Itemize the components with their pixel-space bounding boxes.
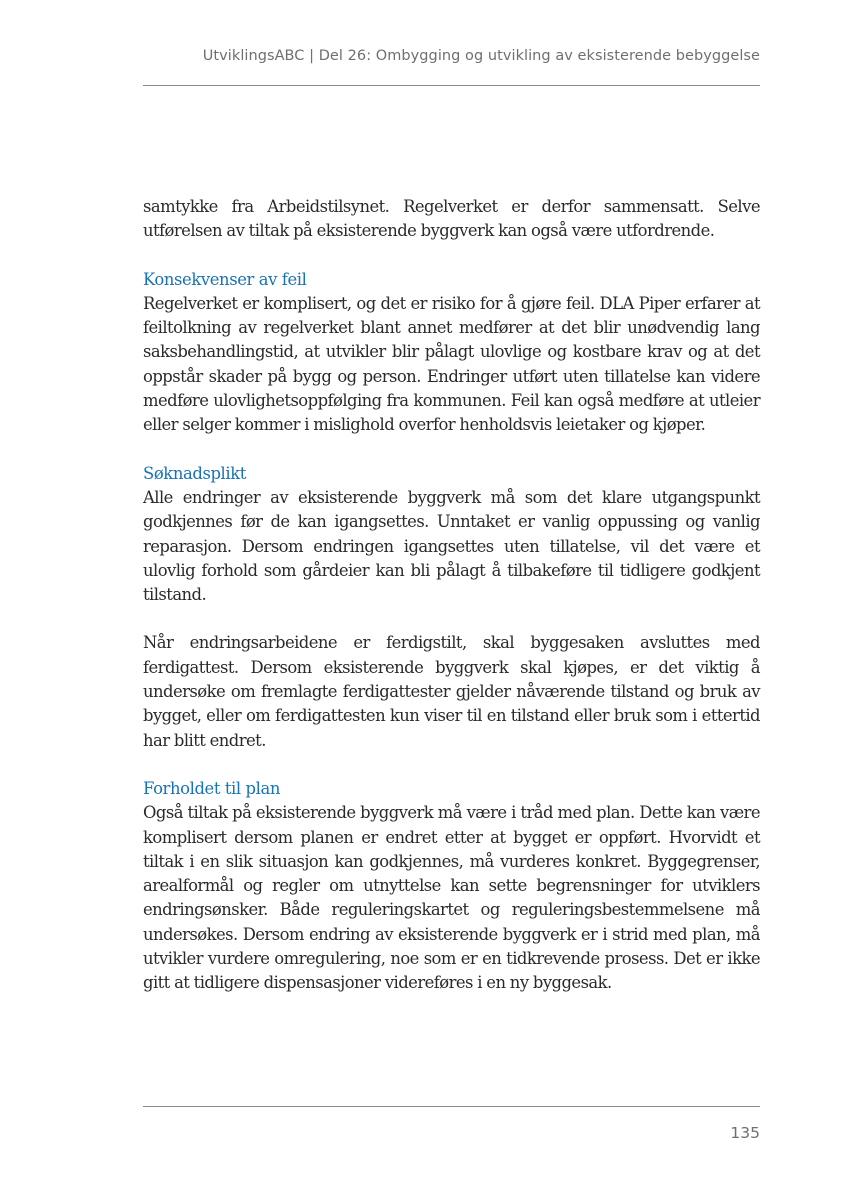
footer-divider [143, 1106, 760, 1107]
header-divider [143, 85, 760, 86]
page-number: 135 [730, 1124, 760, 1142]
section-heading-konsekvenser: Konsekvenser av feil [143, 269, 307, 289]
section-heading-soknadsplikt: Søknadsplikt [143, 463, 246, 483]
running-header: UtviklingsABC | Del 26: Ombygging og utvikling av eksisterende bebyggelse [202, 48, 760, 64]
section-paragraph: Alle endringer av eksisterende byggverk må som det klare utgangspunkt godkjennes før de kan igangsettes. Unntaket er vanlig oppussing og vanlig reparasjon. Dersom endringen igangsettes uten tillatelse, vil det være et ulovlig forhold som gårdeier kan bli pålagt å tilbakeføre til tidligere godkjent tilstand. [143, 487, 760, 605]
section-paragraph: Når endringsarbeidene er ferdigstilt, skal byggesaken avsluttes med ferdigattest. Dersom eksisterende byggverk skal kjøpes, er det viktig å undersøke om fremlagte ferdigattester gjelder nåværende tilstand og bruk av bygget, eller om ferdigattesten kun viser til en tilstand eller bruk som i ettertid har blitt endret. [143, 633, 760, 750]
section-heading-forholdet-til-plan: Forholdet til plan [143, 778, 280, 798]
page-body [143, 195, 760, 996]
section-paragraph: Også tiltak på eksisterende byggverk må være i tråd med plan. Dette kan være komplisert dersom planen er endret etter at bygget er oppført. Hvorvidt et tiltak i en slik situasjon kan godkjennes, må vurderes konkret. Byggegrenser, arealformål og regler om utnyttelse kan sette begrensninger for utviklers endringsønsker. Både reguleringskartet og reguleringsbestemmelsene må undersøkes. Dersom endring av eksisterende byggverk er i strid med plan, må utvikler vurdere omregulering, noe som er en tidkrevende prosess. Det er ikke gitt at tidligere dispensasjoner videreføres i en ny byggesak. [143, 803, 760, 993]
intro-paragraph: samtykke fra Arbeidstilsynet. Regelverket er derfor sammensatt. Selve utførelsen av tiltak på eksisterende byggverk kan også være utfordrende. [143, 197, 760, 241]
section-paragraph: Regelverket er komplisert, og det er risiko for å gjøre feil. DLA Piper erfarer at feiltolkning av regelverket blant annet medfører at det blir unødvendig lang saksbehandlingstid, at utvikler blir pålagt ulovlige og kostbare krav og at det oppstår skader på bygg og person. Endringer utført uten tillatelse kan videre medføre ulovlighetsoppfølging fra kommunen. Feil kan også medføre at utleier eller selger kommer i mislighold overfor henholdsvis leietaker og kjøper. [143, 293, 760, 435]
